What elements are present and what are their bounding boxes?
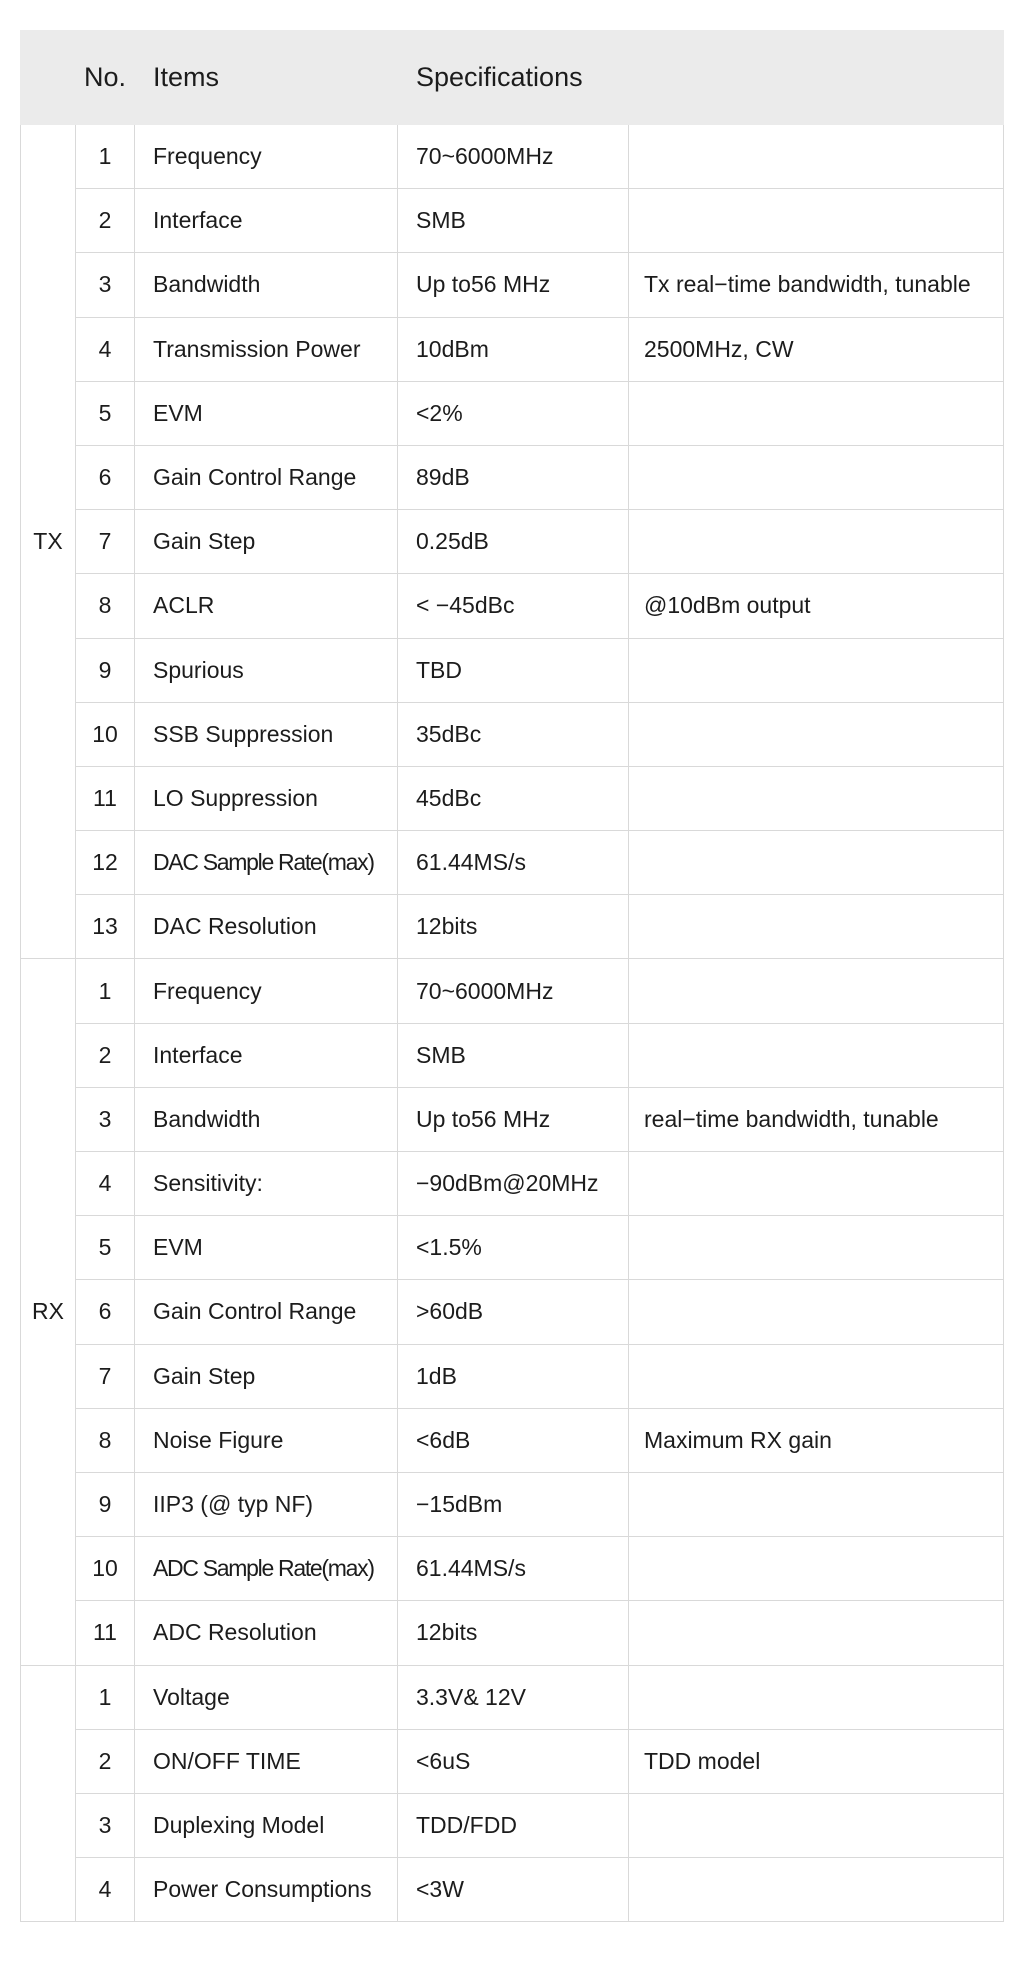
table-row — [21, 702, 1004, 766]
remark — [629, 831, 1004, 895]
table-row — [21, 1601, 1004, 1665]
specification-value: >60dB — [398, 1280, 629, 1344]
row-number: 7 — [76, 1344, 135, 1408]
table-row — [21, 766, 1004, 830]
item-name: ACLR — [135, 574, 398, 638]
item-name: Gain Control Range — [135, 445, 398, 509]
remark: TDD model — [629, 1729, 1004, 1793]
table-row — [21, 1216, 1004, 1280]
table-row — [21, 1087, 1004, 1151]
specification-value: <3W — [398, 1858, 629, 1922]
remark — [629, 510, 1004, 574]
row-number: 5 — [76, 1216, 135, 1280]
table-row — [21, 1537, 1004, 1601]
row-number: 9 — [76, 638, 135, 702]
table-row — [21, 1729, 1004, 1793]
remark — [629, 189, 1004, 253]
item-name: Transmission Power — [135, 317, 398, 381]
item-name: Voltage — [135, 1665, 398, 1729]
row-number: 2 — [76, 1023, 135, 1087]
remark — [629, 1537, 1004, 1601]
row-number: 12 — [76, 831, 135, 895]
remark — [629, 445, 1004, 509]
row-number: 1 — [76, 959, 135, 1023]
item-name: Bandwidth — [135, 253, 398, 317]
specification-value: 70~6000MHz — [398, 125, 629, 189]
header-group-cell — [21, 31, 76, 125]
item-name: ON/OFF TIME — [135, 1729, 398, 1793]
remark: 2500MHz, CW — [629, 317, 1004, 381]
header-specifications: Specifications — [398, 31, 629, 125]
row-number: 3 — [76, 253, 135, 317]
remark — [629, 1344, 1004, 1408]
specification-value: 12bits — [398, 895, 629, 959]
specification-value: 35dBc — [398, 702, 629, 766]
remark: real−time bandwidth, tunable — [629, 1087, 1004, 1151]
table-row — [21, 1152, 1004, 1216]
row-number: 1 — [76, 1665, 135, 1729]
item-name: IIP3 (@ typ NF) — [135, 1472, 398, 1536]
table-row — [21, 831, 1004, 895]
row-number: 8 — [76, 574, 135, 638]
remark — [629, 125, 1004, 189]
row-number: 2 — [76, 1729, 135, 1793]
item-name: Noise Figure — [135, 1408, 398, 1472]
row-number: 11 — [76, 1601, 135, 1665]
table-row — [21, 510, 1004, 574]
remark: Maximum RX gain — [629, 1408, 1004, 1472]
header-notes-cell — [629, 31, 1004, 125]
remark — [629, 1280, 1004, 1344]
row-number: 9 — [76, 1472, 135, 1536]
item-name: Spurious — [135, 638, 398, 702]
header-items: Items — [135, 31, 398, 125]
item-name: SSB Suppression — [135, 702, 398, 766]
specification-value: 70~6000MHz — [398, 959, 629, 1023]
specification-value: 10dBm — [398, 317, 629, 381]
specification-value: −90dBm@20MHz — [398, 1152, 629, 1216]
remark — [629, 1152, 1004, 1216]
row-number: 10 — [76, 1537, 135, 1601]
remark — [629, 1472, 1004, 1536]
row-number: 7 — [76, 510, 135, 574]
remark — [629, 381, 1004, 445]
row-number: 6 — [76, 1280, 135, 1344]
item-name: Gain Step — [135, 510, 398, 574]
table-row — [21, 1408, 1004, 1472]
item-name: Interface — [135, 189, 398, 253]
item-name: Interface — [135, 1023, 398, 1087]
group-label — [21, 1665, 76, 1922]
specification-value: 0.25dB — [398, 510, 629, 574]
item-name: ADC Sample Rate(max) — [135, 1537, 398, 1601]
specification-value: TBD — [398, 638, 629, 702]
item-name: DAC Sample Rate(max) — [135, 831, 398, 895]
group-label: TX — [21, 125, 76, 959]
row-number: 10 — [76, 702, 135, 766]
row-number: 4 — [76, 1152, 135, 1216]
item-name: Power Consumptions — [135, 1858, 398, 1922]
specification-value: TDD/FDD — [398, 1793, 629, 1857]
row-number: 6 — [76, 445, 135, 509]
specification-value: SMB — [398, 1023, 629, 1087]
specification-value: −15dBm — [398, 1472, 629, 1536]
specification-value: 3.3V& 12V — [398, 1665, 629, 1729]
item-name: Bandwidth — [135, 1087, 398, 1151]
specification-value: 1dB — [398, 1344, 629, 1408]
row-number: 5 — [76, 381, 135, 445]
specification-value: Up to56 MHz — [398, 1087, 629, 1151]
remark — [629, 1793, 1004, 1857]
specification-value: <6dB — [398, 1408, 629, 1472]
table-row — [21, 1023, 1004, 1087]
table-row — [21, 1472, 1004, 1536]
remark: Tx real−time bandwidth, tunable — [629, 253, 1004, 317]
remark — [629, 1858, 1004, 1922]
remark — [629, 1601, 1004, 1665]
table-row — [21, 125, 1004, 189]
specification-value: 61.44MS/s — [398, 1537, 629, 1601]
row-number: 4 — [76, 317, 135, 381]
row-number: 11 — [76, 766, 135, 830]
item-name: Sensitivity: — [135, 1152, 398, 1216]
item-name: EVM — [135, 1216, 398, 1280]
item-name: Frequency — [135, 125, 398, 189]
item-name: ADC Resolution — [135, 1601, 398, 1665]
table-row — [21, 1344, 1004, 1408]
specification-value: 45dBc — [398, 766, 629, 830]
table-row — [21, 638, 1004, 702]
item-name: LO Suppression — [135, 766, 398, 830]
item-name: Frequency — [135, 959, 398, 1023]
remark — [629, 895, 1004, 959]
table-row — [21, 959, 1004, 1023]
spec-table — [20, 30, 1004, 1922]
table-row — [21, 1858, 1004, 1922]
remark — [629, 702, 1004, 766]
remark — [629, 1665, 1004, 1729]
row-number: 8 — [76, 1408, 135, 1472]
specification-value: 61.44MS/s — [398, 831, 629, 895]
group-label: RX — [21, 959, 76, 1665]
header-no: No. — [76, 31, 135, 125]
row-number: 3 — [76, 1087, 135, 1151]
table-row — [21, 1280, 1004, 1344]
remark — [629, 766, 1004, 830]
table-row — [21, 445, 1004, 509]
item-name: Gain Step — [135, 1344, 398, 1408]
table-row — [21, 253, 1004, 317]
item-name: EVM — [135, 381, 398, 445]
specification-value: SMB — [398, 189, 629, 253]
specification-value: <2% — [398, 381, 629, 445]
table-row — [21, 317, 1004, 381]
row-number: 13 — [76, 895, 135, 959]
specification-value: 89dB — [398, 445, 629, 509]
remark — [629, 1023, 1004, 1087]
table-row — [21, 189, 1004, 253]
item-name: Gain Control Range — [135, 1280, 398, 1344]
table-body — [21, 125, 1004, 1922]
table-row — [21, 1665, 1004, 1729]
specification-value: 12bits — [398, 1601, 629, 1665]
specification-value: <6uS — [398, 1729, 629, 1793]
remark: @10dBm output — [629, 574, 1004, 638]
table-row — [21, 1793, 1004, 1857]
row-number: 1 — [76, 125, 135, 189]
specification-value: < −45dBc — [398, 574, 629, 638]
remark — [629, 959, 1004, 1023]
item-name: DAC Resolution — [135, 895, 398, 959]
table-header-row — [21, 31, 1004, 125]
table-row — [21, 574, 1004, 638]
remark — [629, 638, 1004, 702]
specification-value: <1.5% — [398, 1216, 629, 1280]
row-number: 2 — [76, 189, 135, 253]
table-row — [21, 381, 1004, 445]
row-number: 3 — [76, 1793, 135, 1857]
item-name: Duplexing Model — [135, 1793, 398, 1857]
row-number: 4 — [76, 1858, 135, 1922]
specification-value: Up to56 MHz — [398, 253, 629, 317]
remark — [629, 1216, 1004, 1280]
table-row — [21, 895, 1004, 959]
